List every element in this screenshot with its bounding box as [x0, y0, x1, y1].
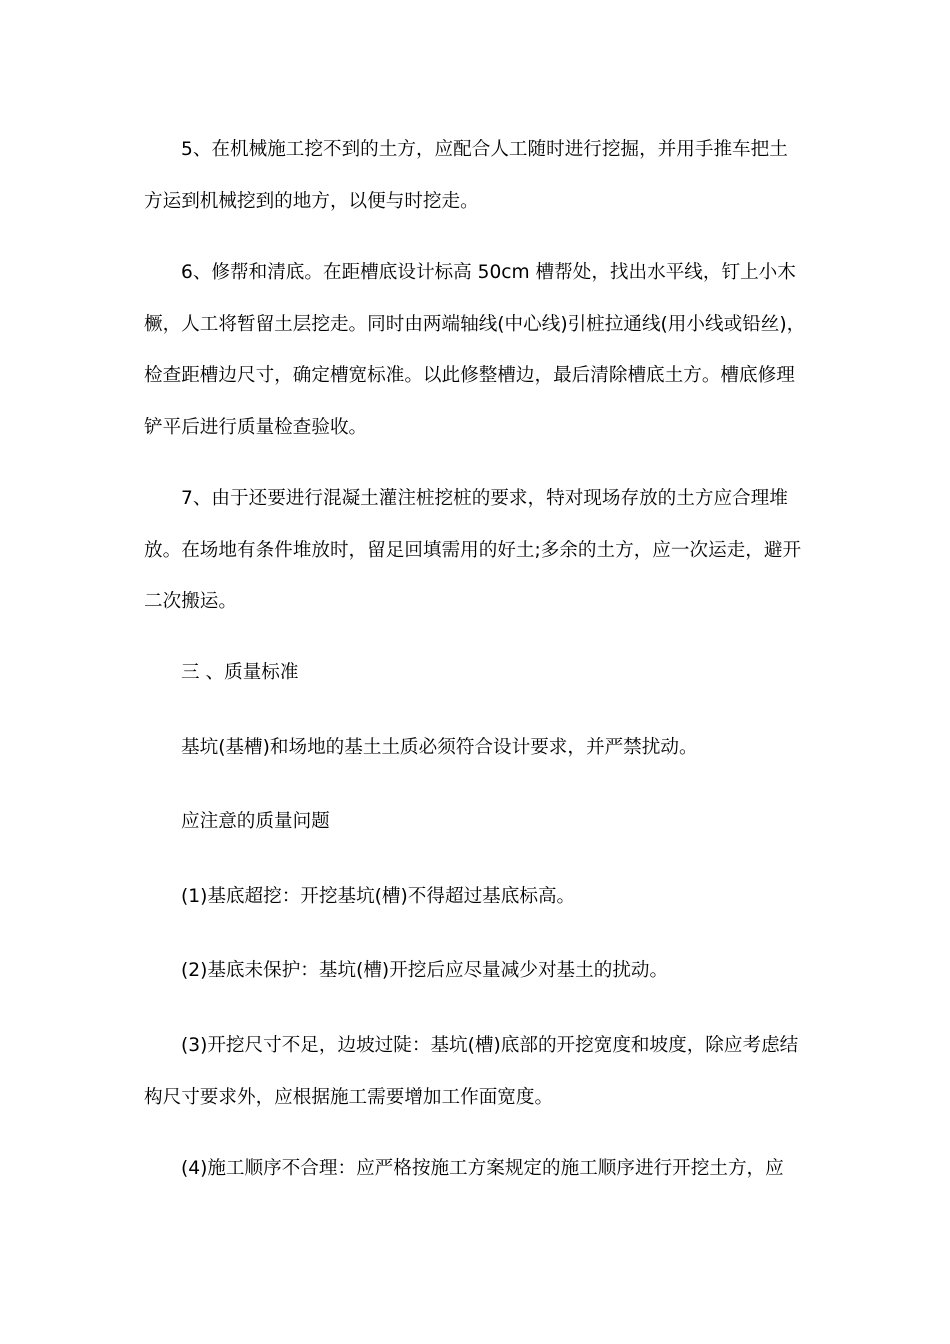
paragraph-base-soil-requirement: 基坑(基槽)和场地的基土土质必须符合设计要求，并严禁扰动。: [181, 737, 698, 758]
subheading-quality-issues: 应注意的质量问题: [181, 811, 330, 832]
section-heading-quality-standard: 三 、质量标准: [181, 662, 299, 683]
paragraph-item-6: 6、修帮和清底。在距槽底设计标高 50cm 槽帮处，找出水平线，钉上小木橛，人工将暂留土层挖走。同时由两端轴线(中心线)引桩拉通线(用小线或铅丝)，检查距槽边尺寸，确定槽宽标准。以此修整槽边，最后清除槽底土方。槽底修理铲平后进行质量检查验收。: [144, 262, 806, 438]
paragraph-item-5: 5、在机械施工挖不到的土方，应配合人工随时进行挖掘，并用手推车把土方运到机械挖到的地方，以便与时挖走。: [144, 139, 788, 212]
issue-item-3: (3)开挖尺寸不足，边坡过陡：基坑(槽)底部的开挖宽度和坡度，除应考虑结构尺寸要求外，应根据施工需要增加工作面宽度。: [144, 1035, 799, 1108]
issue-item-2: (2)基底未保护：基坑(槽)开挖后应尽量减少对基土的扰动。: [181, 960, 669, 981]
paragraph-item-7: 7、由于还要进行混凝土灌注桩挖桩的要求，特对现场存放的土方应合理堆放。在场地有条件堆放时，留足回填需用的好土;多余的土方，应一次运走，避开二次搬运。: [144, 488, 802, 612]
issue-item-1: (1)基底超挖：开挖基坑(槽)不得超过基底标高。: [181, 886, 576, 907]
issue-item-4: (4)施工顺序不合理：应严格按施工方案规定的施工顺序进行开挖土方，应: [181, 1158, 784, 1179]
